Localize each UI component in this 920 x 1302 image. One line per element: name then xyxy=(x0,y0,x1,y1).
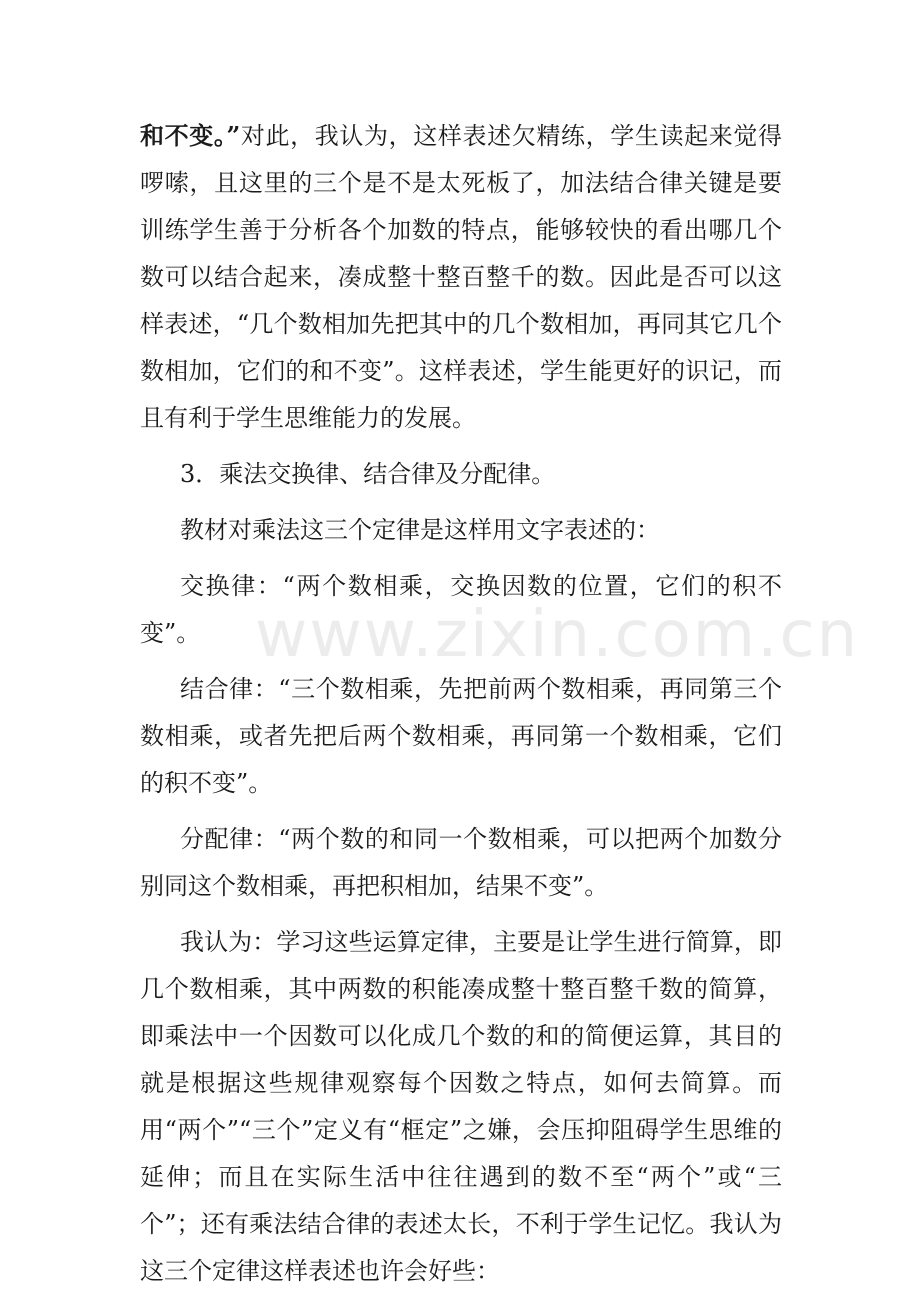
paragraph-distributive-law: 分配律：“两个数的和同一个数相乘，可以把两个加数分别同这个数相乘，再把积相加，结果不变”。 xyxy=(140,825,782,900)
paragraph-commutative-law: 交换律：“两个数相乘，交换因数的位置，它们的积不变”。 xyxy=(140,572,782,647)
section-heading-multiplication-laws: 3．乘法交换律、结合律及分配律。 xyxy=(180,460,556,488)
bold-text-lead: 和不变。” xyxy=(140,121,241,150)
paragraph-associative-law: 结合律：“三个数相乘，先把前两个数相乘，再同第三个数相乘，或者先把后两个数相乘，再同第一个数相乘，它们的积不变”。 xyxy=(140,675,782,797)
paragraph-addition-associative-commentary xyxy=(140,112,782,442)
watermark-logo: www.zixin.com.cn xyxy=(255,598,860,672)
paragraph-text: 对此，我认为，这样表述欠精练，学生读起来觉得啰嗦，且这里的三个是不是太死板了，加法结合律关键是要训练学生善于分析各个加数的特点，能够较快的看出哪几个数可以结合起来，凑成整十整百整千的数。因此是否可以这样表述，“几个数相加先把其中的几个数相加，再同其它几个数相加，它们的和不变”。这样表述，学生能更好的识记，而且有利于学生思维能力的发展。 xyxy=(140,122,782,432)
paragraph-textbook-intro: 教材对乘法这三个定律是这样用文字表述的： xyxy=(180,516,660,544)
paragraph-author-opinion: 我认为：学习这些运算定律，主要是让学生进行简算，即几个数相乘，其中两数的积能凑成整十整百整千数的简算，即乘法中一个因数可以化成几个数的和的简便运算，其目的就是根据这些规律观察每个因数之特点，如何去简算。而用“两个”“三个”定义有“框定”之嫌，会压抑阻碍学生思维的延伸；而且在实际生活中往往遇到的数不至“两个”或“三个”；还有乘法结合律的表述太长，不利于学生记忆。我认为这三个定律这样表述也许会好些： xyxy=(140,928,782,1285)
document-body xyxy=(140,112,782,1295)
